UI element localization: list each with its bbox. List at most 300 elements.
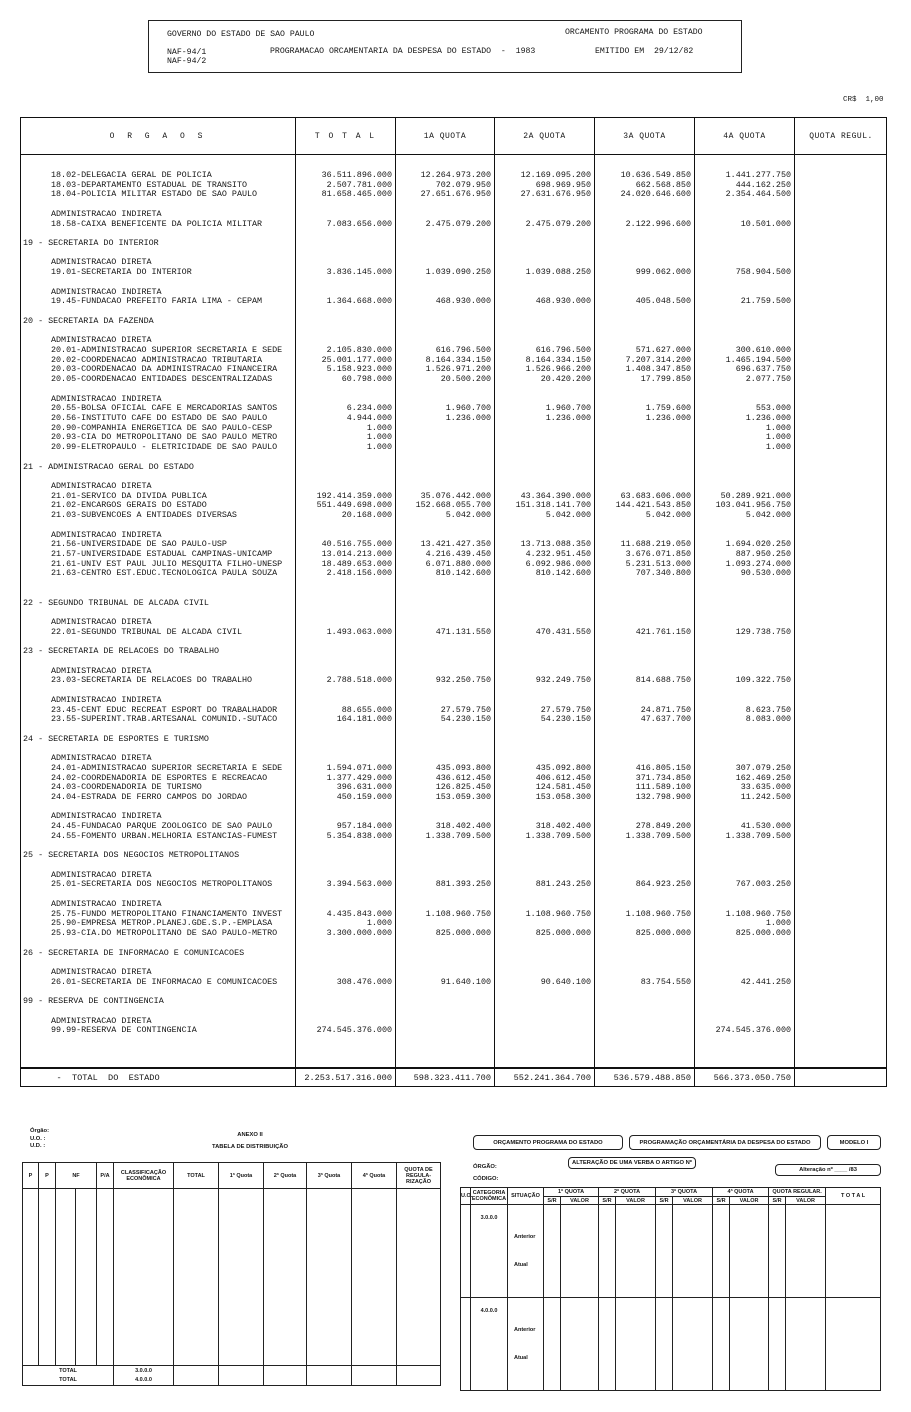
quota-3-value: 111.589.100 [635,783,691,793]
organ-header-row [21,317,888,327]
col-quota-regular: QUOTA REGULAR. [769,1188,826,1197]
quota-1-value: 1.108.960.750 [425,909,491,919]
quota-3-value: 83.754.550 [640,977,691,987]
code-3000: 3.0.0.0 [135,1367,152,1374]
empty-cell [296,210,396,220]
empty-cell [795,531,888,541]
blank-cell[interactable] [397,1366,441,1386]
blank-cell[interactable] [76,1189,97,1366]
empty-cell [595,482,695,492]
empty-cell [296,239,396,249]
empty-cell [695,871,795,881]
empty-cell [595,871,695,881]
total-value: 4.944.000 [346,413,392,423]
empty-cell [296,735,396,745]
empty-cell [695,463,795,473]
empty-cell [695,336,795,346]
empty-cell [795,210,888,220]
empty-cell [495,463,595,473]
quota-3-value [595,919,695,929]
blank-row [21,327,888,337]
blank-cell[interactable] [219,1366,264,1386]
total-value: 2.418.156.000 [326,569,392,579]
annex-title: ANEXO II [237,1132,263,1138]
empty-cell [795,949,888,959]
unit-name: 23.45-CENT EDUC RECREAT ESPORT DO TRABALHADOR [51,705,278,715]
quota-4-value: 2.077.750 [745,375,791,385]
administration-group-row [21,395,888,405]
blank-cell[interactable] [174,1366,219,1386]
empty-cell [795,706,888,716]
quota-4-value: 8.623.750 [745,705,791,715]
annex-orgao-label: Órgão: [30,1128,50,1134]
empty-cell [396,531,495,541]
sub-sr: S/R [713,1197,730,1205]
previous-label: Anterior [514,1234,536,1240]
model-box: MODELO I [827,1135,881,1150]
administration-group-row [21,618,888,628]
col-quota-3: 3ª QUOTA [656,1188,713,1197]
quota-2-value: 2.475.079.200 [525,219,591,229]
quota-3-value: 63.683.606.000 [620,491,691,501]
administration-group-row [21,754,888,764]
group-label: ADMINISTRACAO DIRETA [51,754,152,764]
group-label: ADMINISTRACAO DIRETA [51,967,152,977]
table-row [21,414,888,424]
quota-4-value: 444.162.250 [735,180,791,190]
empty-cell [595,1017,695,1027]
empty-cell [595,647,695,657]
empty-cell [695,754,795,764]
unit-name: 20.01-ADMINISTRACAO SUPERIOR SECRETARIA E SEDE [51,345,283,355]
blank-row [21,958,888,968]
table-row [21,706,888,716]
quota-1-value: 126.825.450 [435,783,491,793]
empty-cell [495,210,595,220]
blank-cell[interactable] [97,1189,114,1366]
quota-1-value: 468.930.000 [435,297,491,307]
header-quota-1: 1A QUOTA [423,131,467,141]
unit-name: 25.93-CIA.DO METROPOLITANO DE SAO PAULO-METRO [51,929,278,939]
empty-cell [795,919,888,929]
empty-cell [795,511,888,521]
quota-1-value: 91.640.100 [440,977,491,987]
annex-ud-label: U.D. : [30,1143,46,1149]
table-row [21,783,888,793]
blank-row [21,744,888,754]
quota-4-value: 41.530.000 [740,822,791,832]
total-value: 2.507.781.000 [326,180,392,190]
empty-cell [795,463,888,473]
empty-cell [795,812,888,822]
quota-4-value: 2.354.464.500 [725,190,791,200]
unit-name: 18.03-DEPARTAMENTO ESTADUAL DE TRANSITO [51,180,248,190]
empty-cell [795,346,888,356]
blank-cell[interactable] [264,1366,307,1386]
total-value: 3.836.145.000 [326,268,392,278]
group-label: ADMINISTRACAO DIRETA [51,870,152,880]
blank-cell[interactable] [219,1189,264,1366]
category-code-3000: 3.0.0.0 [471,1205,508,1298]
empty-cell [296,754,396,764]
blank-cell[interactable] [114,1189,174,1366]
unit-name: 21.01-SERVICO DA DIVIDA PUBLICA [51,491,207,501]
quota-3-value: 7.207.314.200 [625,355,691,365]
quota-1-value: 6.071.880.000 [425,559,491,569]
unit-name: 18.04-POLICIA MILITAR ESTADO DE SAO PAULO [51,190,258,200]
quota-4-value: 109.322.750 [735,676,791,686]
quota-3-value: 144.421.543.850 [615,501,691,511]
blank-cell[interactable] [397,1189,441,1366]
empty-cell [396,900,495,910]
unit-name: 25.01-SECRETARIA DOS NEGOCIOS METROPOLITANOS [51,880,273,890]
header-divider [21,154,886,155]
empty-cell [795,404,888,414]
organ-name: 20 - SECRETARIA DA FAZENDA [23,316,154,326]
quota-1-value: 1.960.700 [445,404,491,414]
empty-cell [495,812,595,822]
empty-cell [495,618,595,628]
total-value: 3.394.563.000 [326,880,392,890]
group-label: ADMINISTRACAO DIRETA [51,336,152,346]
empty-cell [595,463,695,473]
total-value: 274.545.376.000 [316,1026,392,1036]
empty-cell [795,288,888,298]
quota-4-value: 1.338.709.500 [725,831,791,841]
quota-1-value [396,443,495,453]
empty-cell [795,375,888,385]
empty-cell [695,258,795,268]
quota-4-value: 825.000.000 [735,929,791,939]
empty-cell [795,851,888,861]
empty-cell [495,667,595,677]
quota-4-value: 50.289.921.000 [720,491,791,501]
quota-4-value: 1.000 [765,433,791,443]
amendment-box: ALTERAÇÃO DE UMA VERBA O ARTIGO Nº [568,1157,696,1169]
empty-cell [396,239,495,249]
col-classificacao: CLASSIFICAÇÃO ECONÔMICA [114,1163,174,1189]
empty-cell [396,599,495,609]
empty-cell [495,239,595,249]
quota-3-value: 132.798.900 [635,793,691,802]
quota-2-value: 810.142.600 [535,569,591,579]
government-name: GOVERNO DO ESTADO DE SAO PAULO [167,30,315,39]
unit-name: 25.75-FUNDO METROPOLITANO FINANCIAMENTO INVEST [51,909,283,919]
table-row [21,793,888,803]
quota-3-value [595,424,695,434]
empty-cell [795,618,888,628]
group-label: ADMINISTRACAO INDIRETA [51,530,162,540]
total-value: 957.184.000 [336,822,392,832]
group-label: ADMINISTRACAO INDIRETA [51,209,162,219]
administration-group-row [21,482,888,492]
empty-cell [795,336,888,346]
blank-row [21,725,888,735]
quota-2-value: 468.930.000 [535,297,591,307]
empty-cell [296,531,396,541]
total-row [21,1070,888,1086]
col-categoria: CATEGORIA ECONÔMICA [471,1188,508,1205]
empty-cell [695,997,795,1007]
table-row [21,715,888,725]
quota-1-value: 810.142.600 [435,569,491,579]
quota-2-value: 20.420.200 [540,375,591,385]
quota-2-value [495,433,595,443]
total-value: 2.788.518.000 [326,676,392,686]
empty-cell [495,288,595,298]
quota-2-value: 1.960.700 [545,404,591,414]
administration-group-row [21,812,888,822]
empty-cell [296,696,396,706]
empty-cell [795,540,888,550]
quota-3-value: 11.688.219.050 [620,540,691,550]
quota-3-value: 1.236.000 [645,413,691,423]
empty-cell [795,220,888,230]
unit-name: 19.01-SECRETARIA DO INTERIOR [51,268,192,278]
empty-cell [695,735,795,745]
category-code-4000: 4.0.0.0 [471,1298,508,1391]
col-total: T O T A L [826,1188,881,1205]
quota-2-value: 43.364.390.000 [520,491,591,501]
empty-cell [795,365,888,375]
quota-1-value: 12.264.973.200 [420,171,491,180]
organ-header-row [21,599,888,609]
empty-cell [396,317,495,327]
col-total: TOTAL [174,1163,219,1189]
empty-cell [695,395,795,405]
empty-cell [495,900,595,910]
empty-cell [595,336,695,346]
empty-cell [495,1017,595,1027]
col-nf: NF [56,1163,97,1189]
empty-cell [595,968,695,978]
administration-group-row [21,667,888,677]
blank-row [21,608,888,618]
total-label-3: TOTAL [59,1367,77,1374]
total-value: 18.489.653.000 [321,559,392,569]
total-value: 3.300.000.000 [326,929,392,939]
quota-2-value: 406.612.450 [535,773,591,783]
empty-cell [595,258,695,268]
table-row [21,628,888,638]
quota-2-value: 698.969.950 [535,180,591,190]
empty-cell [795,492,888,502]
quota-1-value: 54.230.150 [440,715,491,725]
empty-cell [396,395,495,405]
empty-cell [495,696,595,706]
quota-3-value: 2.122.996.600 [625,219,691,229]
unit-name: 20.03-COORDENACAO DA ADMINISTRACAO FINANCEIRA [51,365,278,375]
empty-cell [695,949,795,959]
empty-cell [695,239,795,249]
quota-2-value: 1.338.709.500 [525,831,591,841]
quota-3-value: 707.340.800 [635,569,691,579]
unit-name: 21.57-UNIVERSIDADE ESTADUAL CAMPINAS-UNICAMP [51,550,273,560]
quota-2-value: 616.796.500 [535,345,591,355]
total-value: 1.594.071.000 [326,763,392,773]
empty-cell [595,210,695,220]
quota-2-value: 1.039.088.250 [525,268,591,278]
table-row [21,822,888,832]
blank-cell[interactable] [307,1189,352,1366]
unit-name: 20.05-COORDENACAO ENTIDADES DESCENTRALIZADAS [51,375,273,385]
quota-4-value: 103.041.956.750 [715,501,791,511]
empty-cell [695,317,795,327]
empty-cell [495,395,595,405]
quota-1-value: 318.402.400 [435,822,491,832]
unit-name: 21.03-SUBVENCOES A ENTIDADES DIVERSAS [51,511,237,521]
total-value: 308.476.000 [336,977,392,987]
quota-4-value: 1.441.277.750 [725,171,791,180]
total-value: 25.001.177.000 [321,355,392,365]
empty-cell [695,667,795,677]
quota-2-value: 825.000.000 [535,929,591,939]
quota-3-value: 17.799.850 [640,375,691,385]
quota-2-value [495,1026,595,1036]
administration-group-row [21,968,888,978]
header-quota-4: 4A QUOTA [723,131,766,141]
blank-cell[interactable] [56,1189,76,1366]
empty-cell [396,696,495,706]
table-row [21,268,888,278]
administration-group-row [21,210,888,220]
unit-name: 20.56-INSTITUTO CAFE DO ESTADO DE SAO PAULO [51,413,268,423]
total-quota-2: 552.241.364.700 [513,1073,591,1083]
total-value: 1.377.429.000 [326,773,392,783]
empty-cell [695,968,795,978]
code-4000: 4.0.0.0 [135,1376,152,1383]
table-row [21,569,888,579]
quota-1-value: 825.000.000 [435,929,491,939]
total-label: - TOTAL DO ESTADO [41,1073,160,1083]
group-label: ADMINISTRACAO DIRETA [51,258,152,268]
empty-cell [595,395,695,405]
blank-cell[interactable] [307,1366,352,1386]
empty-cell [495,997,595,1007]
empty-cell [296,949,396,959]
empty-cell [396,997,495,1007]
quota-4-value: 90.530.000 [740,569,791,579]
unit-name: 24.03-COORDENADORIA DE TURISMO [51,783,202,793]
blank-row [21,987,888,997]
empty-cell [396,336,495,346]
empty-cell [795,910,888,920]
blank-cell[interactable] [174,1189,219,1366]
group-label: ADMINISTRACAO DIRETA [51,1016,152,1026]
administration-group-row [21,531,888,541]
quota-4-value: 33.635.000 [740,783,791,793]
unit-name: 22.01-SEGUNDO TRIBUNAL DE ALCADA CIVIL [51,627,242,637]
quota-4-value: 553.000 [755,404,791,414]
blank-row [21,842,888,852]
sub-sr: S/R [599,1197,616,1205]
organ-name: 21 - ADMINISTRACAO GERAL DO ESTADO [23,462,194,472]
quota-1-value: 881.393.250 [435,880,491,890]
total-value: 1.364.668.000 [326,297,392,307]
quota-3-value: 421.761.150 [635,627,691,637]
total-value: 450.159.000 [336,793,392,802]
empty-cell [795,871,888,881]
quota-3-value: 825.000.000 [635,929,691,939]
quota-4-value: 307.079.250 [735,763,791,773]
blank-cell[interactable] [264,1189,307,1366]
header-quota-regul: QUOTA REGUL. [809,131,873,141]
total-quota-1: 598.323.411.700 [413,1073,491,1083]
quota-1-value: 27.651.676.950 [420,190,491,200]
programming-box: PROGRAMAÇÃO ORÇAMENTÁRIA DA DESPESA DO ESTADO [629,1135,821,1150]
quota-4-value: 274.545.376.000 [715,1026,791,1036]
empty-cell [495,968,595,978]
empty-cell [795,317,888,327]
table-row [21,346,888,356]
document-header-box [148,20,742,73]
blank-cell[interactable] [39,1189,56,1366]
empty-cell [495,735,595,745]
empty-cell [695,812,795,822]
quota-4-value: 1.465.194.500 [725,355,791,365]
sub-valor: VALOR [561,1197,599,1205]
blank-row [21,1007,888,1017]
empty-cell [595,667,695,677]
quota-4-value: 696.637.750 [735,365,791,375]
unit-name: 24.04-ESTRADA DE FERRO CAMPOS DO JORDAO [51,793,248,802]
total-value: 81.658.465.000 [321,190,392,200]
total-value: 164.181.000 [336,715,392,725]
table-row [21,181,888,191]
empty-cell [595,239,695,249]
table-row [21,929,888,939]
table-row [21,190,888,200]
empty-cell [296,463,396,473]
quota-1-value: 152.668.055.700 [415,501,491,511]
unit-name: 18.02-DELEGACIA GERAL DE POLICIA [51,171,212,180]
quota-2-value: 1.108.960.750 [525,909,591,919]
empty-cell [595,288,695,298]
quota-3-value: 278.849.200 [635,822,691,832]
quota-3-value: 864.923.250 [635,880,691,890]
quota-1-value: 20.500.200 [440,375,491,385]
blank-cell[interactable] [352,1366,397,1386]
budget-program-label: ORCAMENTO PROGRAMA DO ESTADO [565,28,703,37]
quota-3-value: 1.759.600 [645,404,691,414]
quota-3-value: 1.408.347.850 [625,365,691,375]
empty-cell [296,851,396,861]
group-label: ADMINISTRACAO DIRETA [51,618,152,628]
current-label: Atual [514,1262,528,1268]
sub-valor: VALOR [786,1197,826,1205]
quota-3-value: 10.636.549.850 [620,171,691,180]
quota-4-value: 758.904.500 [735,268,791,278]
col-quota-2: 2ª QUOTA [599,1188,656,1197]
empty-cell [795,667,888,677]
organ-name: 24 - SECRETARIA DE ESPORTES E TURISMO [23,734,209,744]
annex-uo-label: U.O. : [30,1136,46,1142]
empty-cell [595,949,695,959]
empty-cell [595,599,695,609]
administration-group-row [21,696,888,706]
empty-cell [795,560,888,570]
quota-3-value: 24.871.750 [640,705,691,715]
quota-4-value: 1.108.960.750 [725,909,791,919]
total-value: 2.105.830.000 [326,345,392,355]
blank-cell[interactable] [23,1189,39,1366]
organ-header-row [21,647,888,657]
blank-row [21,385,888,395]
form-code-2: NAF-94/2 [167,57,207,66]
empty-cell [396,482,495,492]
blank-cell[interactable] [352,1189,397,1366]
total-value: 1.000 [366,433,392,443]
